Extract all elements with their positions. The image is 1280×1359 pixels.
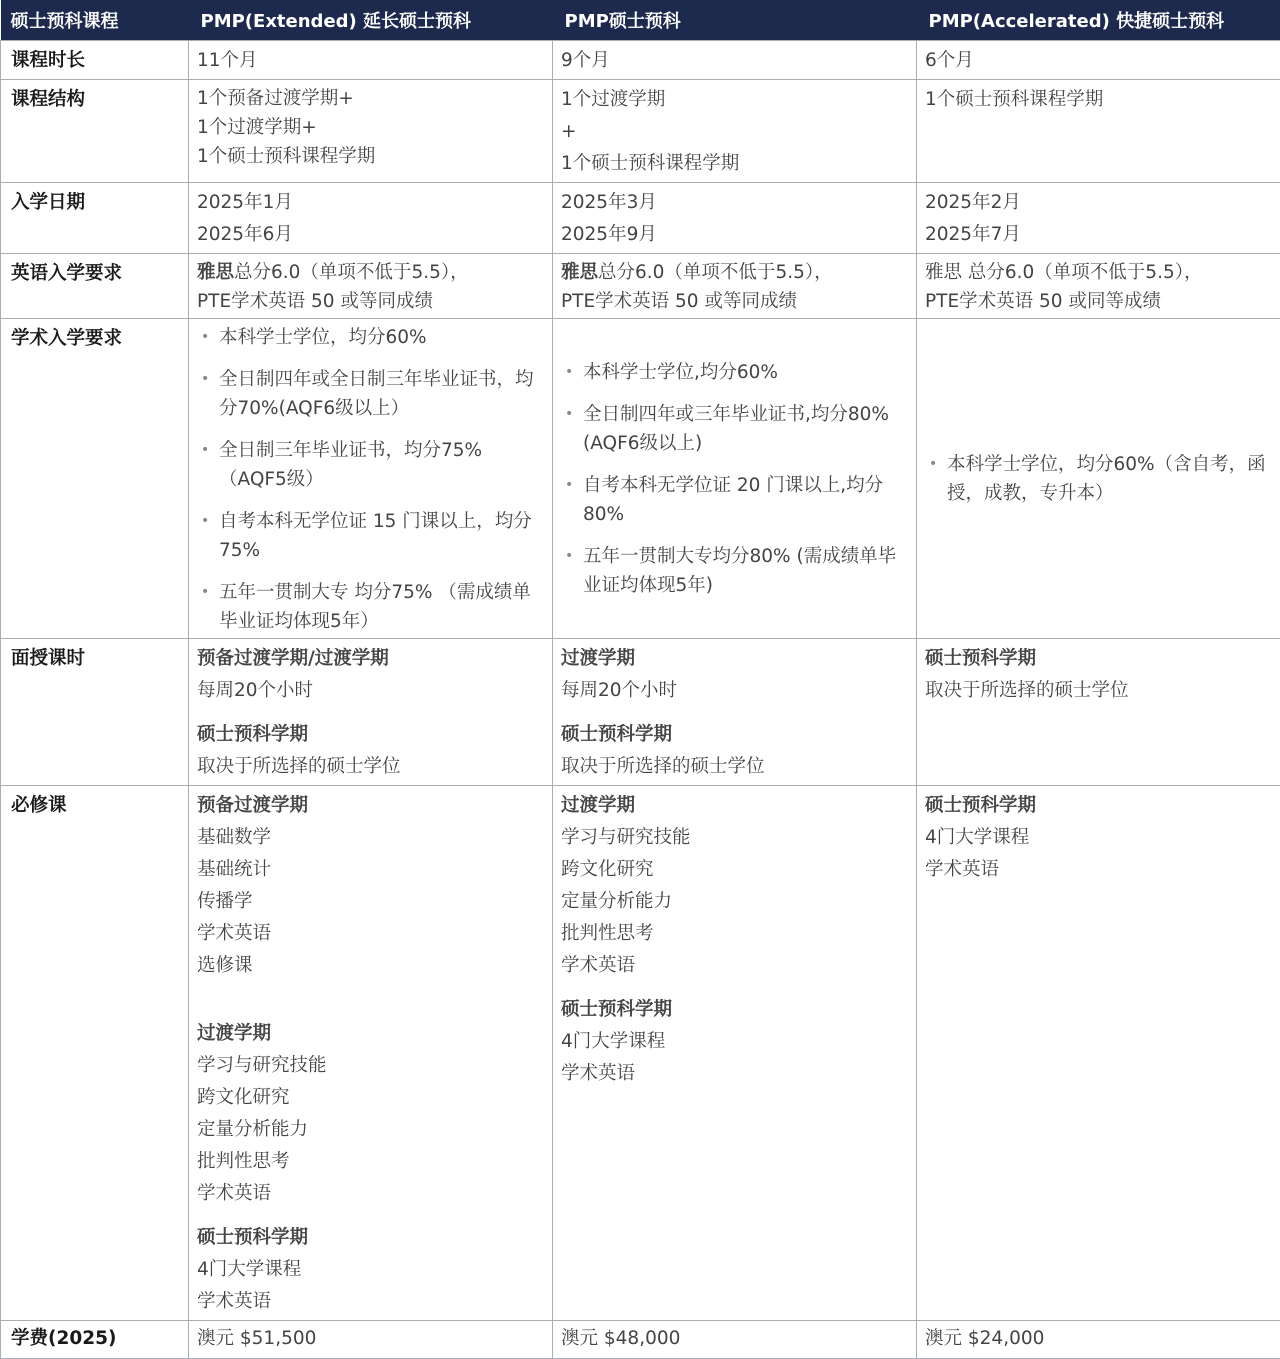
row-academic	[1, 318, 1280, 638]
ielts-label: 雅思	[561, 262, 598, 283]
course-item: 学习与研究技能	[561, 822, 910, 854]
bullet-icon: •	[565, 542, 573, 571]
english-score: 雅思 总分6.0（单项不低于5.5），	[925, 258, 1274, 287]
academic-item: • 全日制四年或全日制三年毕业证书，均分70%(AQF6级以上）	[197, 365, 546, 423]
structure-line: 1个过渡学期+	[197, 113, 546, 142]
academic-item: • 本科学士学位,均分60%	[561, 358, 910, 387]
english-pte: PTE学术英语 50 或同等成绩	[925, 287, 1274, 316]
row-required-courses	[1, 785, 1280, 1320]
row-label-english: 英语入学要求	[1, 253, 189, 318]
english-score: 总分6.0（单项不低于5.5），	[598, 262, 833, 283]
course-item: 学术英语	[197, 918, 546, 950]
academic-item: • 全日制四年或三年毕业证书,均分80%(AQF6级以上)	[561, 400, 910, 458]
course-item: 定量分析能力	[197, 1114, 546, 1146]
structure-line: +	[561, 116, 910, 148]
duration-extended: 11个月	[189, 40, 553, 79]
header-row	[1, 0, 1280, 40]
bullet-icon: •	[201, 323, 209, 352]
term-title: 硕士预科学期	[197, 719, 546, 751]
row-label-duration: 课程时长	[1, 40, 189, 79]
course-item: 学术英语	[561, 950, 910, 982]
academic-list	[561, 358, 910, 600]
academic-item: • 本科学士学位，均分60%（含自考，函授，成教，专升本）	[925, 450, 1274, 508]
english-extended	[189, 253, 553, 318]
term-title: 硕士预科学期	[925, 643, 1274, 675]
academic-list	[197, 323, 546, 636]
course-item: 4门大学课程	[561, 1026, 910, 1058]
row-label-intake: 入学日期	[1, 182, 189, 253]
term-title: 过渡学期	[197, 1018, 546, 1050]
fee-extended: 澳元 $51,500	[189, 1320, 553, 1358]
term-title: 硕士预科学期	[925, 790, 1274, 822]
course-item: 学术英语	[925, 854, 1274, 886]
hours-text: 每周20个小时	[561, 675, 910, 707]
required-pmp	[553, 785, 917, 1320]
hours-pmp	[553, 638, 917, 785]
hours-extended	[189, 638, 553, 785]
structure-accelerated	[917, 79, 1280, 182]
structure-line: 1个预备过渡学期+	[197, 84, 546, 113]
intake-date: 2025年1月	[197, 187, 546, 219]
duration-accelerated: 6个月	[917, 40, 1280, 79]
row-contact-hours	[1, 638, 1280, 785]
structure-line: 1个硕士预科课程学期	[197, 142, 546, 171]
academic-item: • 本科学士学位，均分60%	[197, 323, 546, 352]
academic-item: • 全日制三年毕业证书，均分75%（AQF5级）	[197, 436, 546, 494]
fee-pmp: 澳元 $48,000	[553, 1320, 917, 1358]
term-title: 预备过渡学期/过渡学期	[197, 643, 546, 675]
intake-date: 2025年9月	[561, 219, 910, 251]
bullet-icon: •	[201, 436, 209, 465]
course-item: 基础数学	[197, 822, 546, 854]
row-tuition-fee	[1, 1320, 1280, 1358]
hours-accelerated	[917, 638, 1280, 785]
course-item: 批判性思考	[197, 1146, 546, 1178]
course-item: 选修课	[197, 950, 546, 982]
intake-accelerated	[917, 182, 1280, 253]
structure-line: 1个硕士预科课程学期	[561, 148, 910, 180]
row-label-required: 必修课	[1, 785, 189, 1320]
hours-text: 每周20个小时	[197, 675, 546, 707]
intake-date: 2025年7月	[925, 219, 1274, 251]
course-item: 4门大学课程	[197, 1254, 546, 1286]
row-structure	[1, 79, 1280, 182]
row-label-academic: 学术入学要求	[1, 318, 189, 638]
hours-text: 取决于所选择的硕士学位	[197, 751, 546, 783]
fee-accelerated: 澳元 $24,000	[917, 1320, 1280, 1358]
course-item: 学习与研究技能	[197, 1050, 546, 1082]
header-pmp-accelerated: PMP(Accelerated) 快捷硕士预科	[917, 0, 1280, 40]
row-label-fee: 学费(2025)	[1, 1320, 189, 1358]
structure-line: 1个过渡学期	[561, 84, 910, 116]
intake-date: 2025年2月	[925, 187, 1274, 219]
term-title: 预备过渡学期	[197, 790, 546, 822]
row-label-structure: 课程结构	[1, 79, 189, 182]
course-item: 跨文化研究	[197, 1082, 546, 1114]
course-item: 4门大学课程	[925, 822, 1274, 854]
academic-item: • 自考本科无学位证 20 门课以上,均分80%	[561, 471, 910, 529]
term-title: 硕士预科学期	[561, 994, 910, 1026]
course-item: 学术英语	[561, 1058, 910, 1090]
course-item: 基础统计	[197, 854, 546, 886]
header-pmp: PMP硕士预科	[553, 0, 917, 40]
academic-item: • 自考本科无学位证 15 门课以上，均分75%	[197, 507, 546, 565]
required-accelerated	[917, 785, 1280, 1320]
structure-extended	[189, 79, 553, 182]
bullet-icon: •	[929, 450, 937, 479]
header-pmp-extended: PMP(Extended) 延长硕士预科	[189, 0, 553, 40]
academic-item: • 五年一贯制大专均分80% (需成绩单毕业证均体现5年)	[561, 542, 910, 600]
english-score: 总分6.0（单项不低于5.5），	[234, 262, 469, 283]
course-item: 学术英语	[197, 1286, 546, 1318]
hours-text: 取决于所选择的硕士学位	[925, 675, 1274, 707]
bullet-icon: •	[565, 471, 573, 500]
course-item: 学术英语	[197, 1178, 546, 1210]
term-title: 过渡学期	[561, 790, 910, 822]
intake-date: 2025年3月	[561, 187, 910, 219]
course-item: 传播学	[197, 886, 546, 918]
structure-pmp	[553, 79, 917, 182]
row-english	[1, 253, 1280, 318]
required-extended	[189, 785, 553, 1320]
bullet-icon: •	[201, 365, 209, 394]
english-pte: PTE学术英语 50 或等同成绩	[197, 287, 546, 316]
header-program-label: 硕士预科课程	[1, 0, 189, 40]
row-intake	[1, 182, 1280, 253]
intake-date: 2025年6月	[197, 219, 546, 251]
course-item: 定量分析能力	[561, 886, 910, 918]
bullet-icon: •	[201, 578, 209, 607]
intake-extended	[189, 182, 553, 253]
bullet-icon: •	[201, 507, 209, 536]
academic-list	[925, 450, 1274, 508]
academic-item: • 五年一贯制大专 均分75% （需成绩单毕业证均体现5年）	[197, 578, 546, 636]
academic-accelerated	[917, 318, 1280, 638]
term-title: 硕士预科学期	[561, 719, 910, 751]
english-pmp	[553, 253, 917, 318]
ielts-label: 雅思	[197, 262, 234, 283]
academic-extended	[189, 318, 553, 638]
structure-line: 1个硕士预科课程学期	[925, 84, 1274, 116]
bullet-icon: •	[565, 400, 573, 429]
term-title: 硕士预科学期	[197, 1222, 546, 1254]
hours-text: 取决于所选择的硕士学位	[561, 751, 910, 783]
course-item: 跨文化研究	[561, 854, 910, 886]
course-item: 批判性思考	[561, 918, 910, 950]
intake-pmp	[553, 182, 917, 253]
english-pte: PTE学术英语 50 或等同成绩	[561, 287, 910, 316]
english-accelerated	[917, 253, 1280, 318]
bullet-icon: •	[565, 358, 573, 387]
term-title: 过渡学期	[561, 643, 910, 675]
academic-pmp	[553, 318, 917, 638]
row-duration	[1, 40, 1280, 79]
duration-pmp: 9个月	[553, 40, 917, 79]
row-label-contact-hours: 面授课时	[1, 638, 189, 785]
